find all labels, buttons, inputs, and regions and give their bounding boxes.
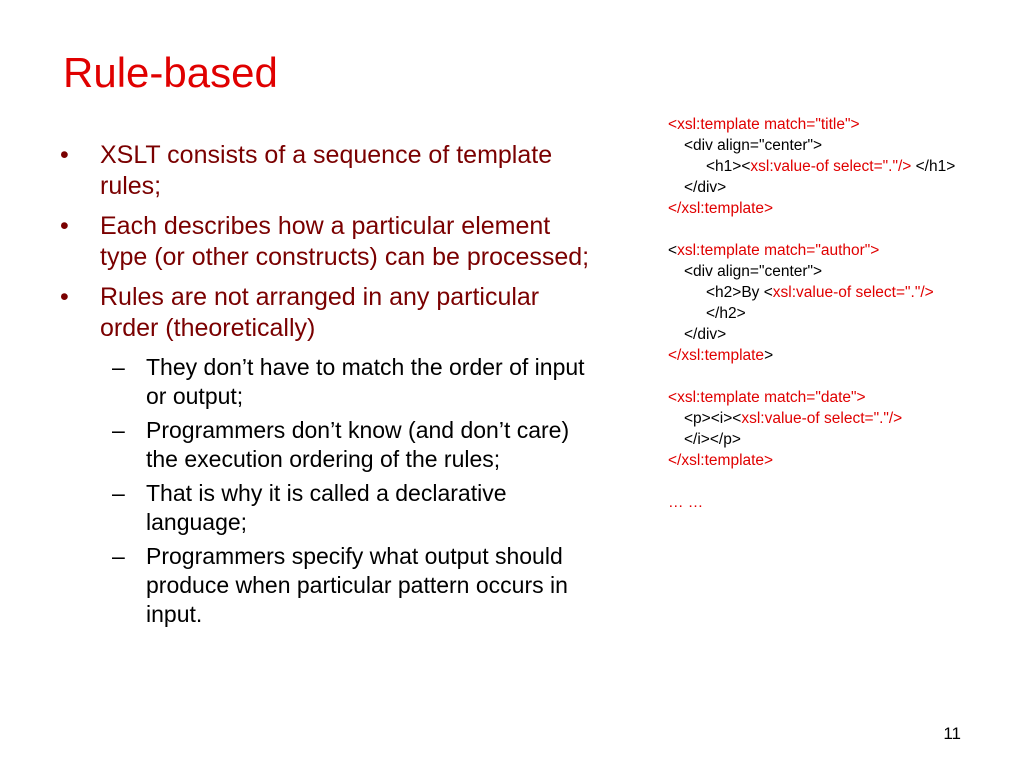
code-line [668,450,968,471]
page-number: 11 [943,724,961,743]
sub-bullet-text: Programmers specify what output should produce when particular pattern occurs in input. [146,543,568,627]
slide-title: Rule-based [63,49,278,96]
code-line [668,156,968,177]
bullet-text: Each describes how a particular element type (or other constructs) can be processed; [100,212,590,271]
code-line [668,114,968,135]
bullet-item [60,282,600,344]
code-text: <p><i>< [684,410,742,427]
code-value-of: xsl:value-of select="."/> [772,284,934,301]
code-bracket: < [668,389,678,406]
code-spacer [668,471,968,492]
code-bracket: > [764,347,774,364]
code-template-open: xsl:template match="title"> [677,116,860,133]
sub-bullet-text: That is why it is called a declarative language; [146,480,507,535]
code-text: <div align="center"> [684,137,823,154]
code-text: </div> [684,179,727,196]
code-template-open: xsl:template match="author"> [677,242,880,259]
code-text: <div align="center"> [684,263,823,280]
sub-bullet-text: They don’t have to match the order of input or output; [146,354,585,409]
code-text: </h2> [706,305,746,322]
code-spacer [668,366,968,387]
code-line [668,345,968,366]
code-template-close: </xsl:template> [668,200,774,217]
code-line [668,324,968,345]
bullet-list [60,140,600,634]
code-bracket: < [668,116,678,133]
sub-bullet-item [60,353,600,411]
code-template-close: </xsl:template [668,347,765,364]
bullet-text: Rules are not arranged in any particular order (theoretically) [100,283,540,342]
code-bracket: < [668,242,678,259]
code-line [668,198,968,219]
sub-bullet-marker: – [112,543,125,569]
sub-bullet-marker: – [112,354,125,380]
code-text: </i></p> [684,431,741,448]
code-value-of: xsl:value-of select="."/> [741,410,903,427]
code-line [668,408,968,450]
bullet-marker: • [60,141,69,169]
code-line [668,261,968,282]
code-text: <h2>By < [706,284,773,301]
code-text: <h1>< [706,158,751,175]
sub-bullet-item [60,416,600,474]
code-template-close: </xsl:template> [668,452,774,469]
sub-bullet-item [60,542,600,629]
bullet-text: XSLT consists of a sequence of template rules; [100,141,553,200]
code-spacer [668,219,968,240]
sub-bullet-marker: – [112,417,125,443]
bullet-marker: • [60,212,69,240]
code-text: </h1> [911,158,956,175]
xslt-code-sample [668,114,968,513]
code-ellipsis: … … [668,494,704,511]
sub-bullet-marker: – [112,480,125,506]
code-template-open: xsl:template match="date"> [677,389,866,406]
code-line [668,177,968,198]
code-value-of: xsl:value-of select="."/> [750,158,912,175]
bullet-item [60,211,600,273]
bullet-marker: • [60,283,69,311]
code-text: </div> [684,326,727,343]
code-line [668,387,968,408]
sub-bullet-text: Programmers don’t know (and don’t care) the execution ordering of the rules; [146,417,570,472]
code-line [668,282,968,324]
code-line [668,240,968,261]
bullet-item [60,140,600,202]
code-line [668,135,968,156]
sub-bullet-item [60,479,600,537]
